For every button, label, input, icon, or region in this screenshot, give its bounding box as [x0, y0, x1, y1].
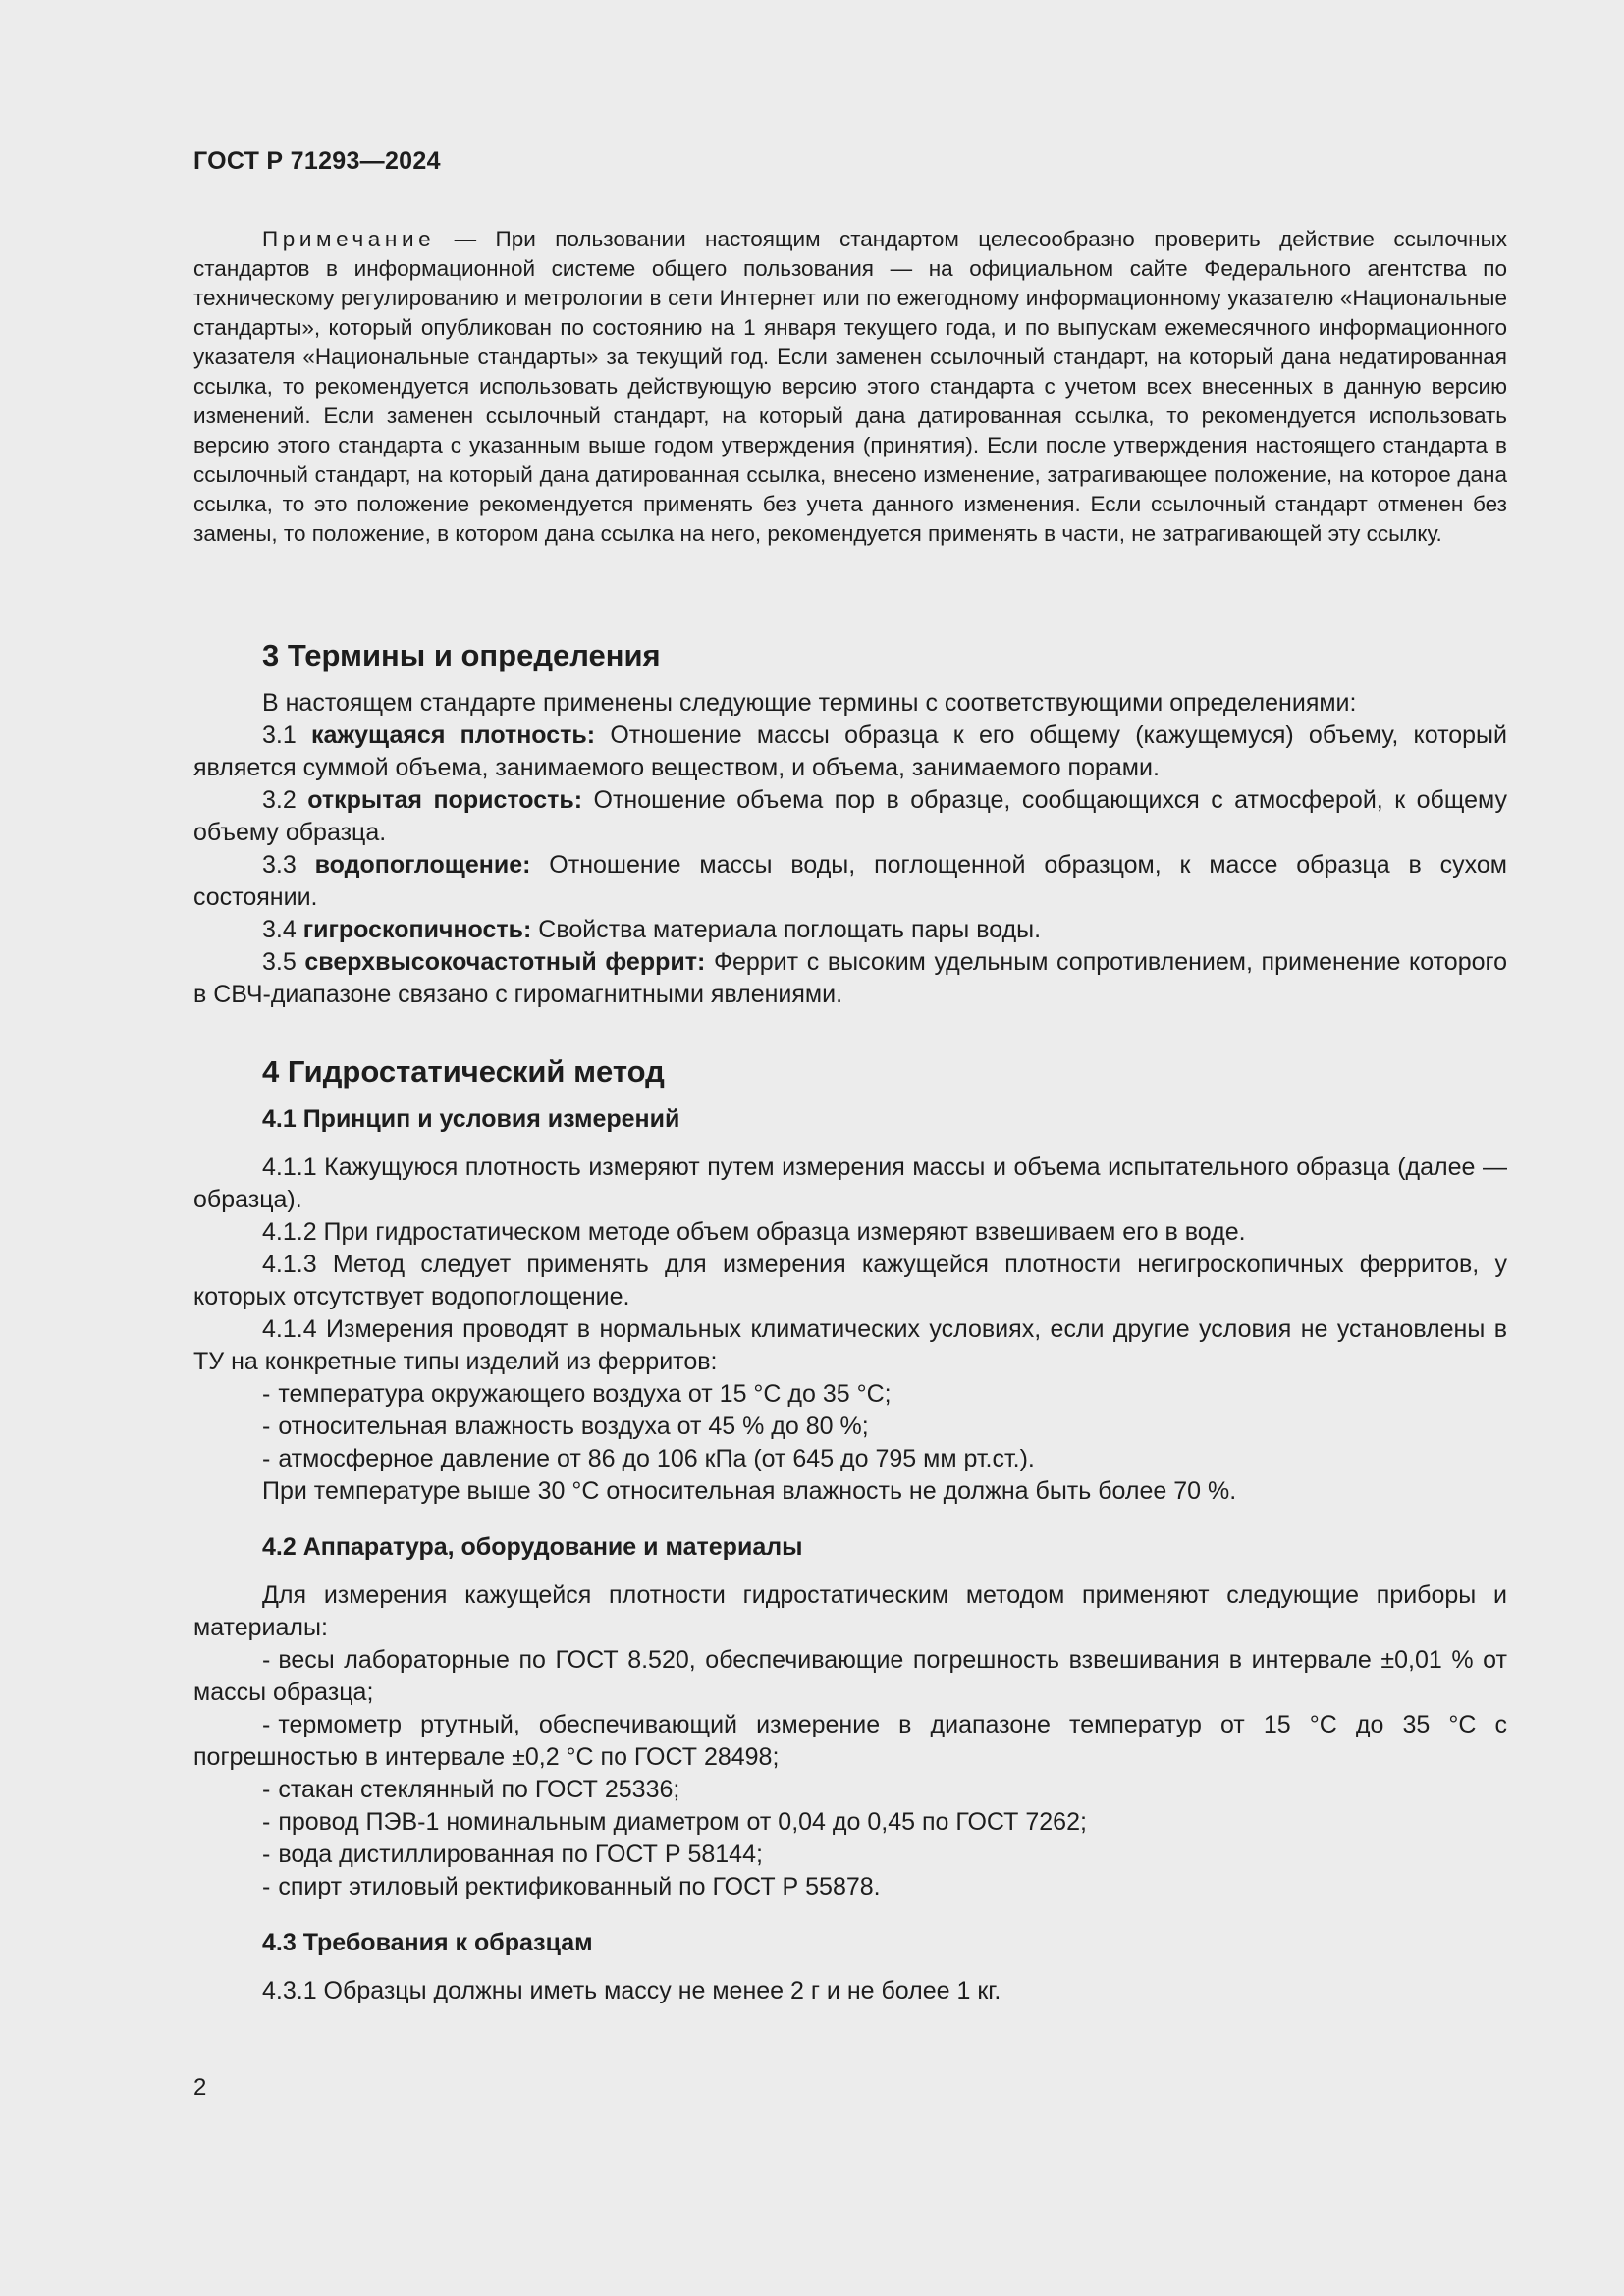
paragraph-4-1-4: 4.1.4 Измерения проводят в нормальных климатических условиях, если другие условия не установлены в ТУ на конкретные типы изделий из ферритов: [193, 1315, 1507, 1375]
list-item: - спирт этиловый ректификованный по ГОСТ Р 55878. [262, 1873, 881, 1900]
list-item: - температура окружающего воздуха от 15 °С до 35 °С; [262, 1380, 892, 1408]
term-item: 3.3 водопоглощение: Отношение массы воды, поглощенной образцом, к массе образца в сухом состоянии. [193, 851, 1507, 911]
page-number: 2 [193, 2074, 207, 2101]
term-item: 3.4 гигроскопичность: Свойства материала поглощать пары воды. [262, 916, 1042, 943]
document-code: ГОСТ Р 71293—2024 [193, 147, 441, 175]
paragraph-humidity: При температуре выше 30 °С относительная влажность не должна быть более 70 %. [262, 1477, 1237, 1505]
document-body [193, 636, 1507, 2007]
list-item: - атмосферное давление от 86 до 106 кПа (от 645 до 795 мм рт.ст.). [262, 1445, 1035, 1472]
note-text: — При пользовании настоящим стандартом целесообразно проверить действие ссылочных стандартов в информационной системе общего пользования — на официальном сайте Федерального агентства по техническому регулированию и метрологии в сети Интернет или по ежегодному информационному указателю «Национальные стандарты», который опубликован по состоянию на 1 января текущего года, и по выпускам ежемесячного информационного указателя «Национальные стандарты» за текущий год. Если заменен ссылочный стандарт, на который дана недатированная ссылка, то рекомендуется использовать действующую версию этого стандарта с учетом всех внесенных в данную версию изменений. Если заменен ссылочный стандарт, на который дана датированная ссылка, то рекомендуется использовать версию этого стандарта с указанным выше годом утверждения (принятия). Если после утверждения настоящего стандарта в ссылочный стандарт, на который дана датированная ссылка, внесено изменение, затрагивающее положение, на которое дана ссылка, то это положение рекомендуется применять без учета данного изменения. Если ссылочный стандарт отменен без замены, то положение, в котором дана ссылка на него, рекомендуется применять в части, не затрагивающей эту ссылку. [193, 227, 1507, 546]
list-item: - провод ПЭВ-1 номинальным диаметром от 0,04 до 0,45 по ГОСТ 7262; [262, 1808, 1087, 1836]
subsection-4-1-title: 4.1 Принцип и условия измерений [262, 1105, 680, 1133]
term-item: 3.5 сверхвысокочастотный феррит: Феррит с высоким удельным сопротивлением, применение которого в СВЧ-диапазоне связано с гиромагнитными явлениями. [193, 948, 1507, 1008]
paragraph-4-3-1: 4.3.1 Образцы должны иметь массу не менее 2 г и не более 1 кг. [262, 1977, 1001, 2004]
paragraph-4-1-3: 4.1.3 Метод следует применять для измерения кажущейся плотности негигроскопичных ферритов, у которых отсутствует водопоглощение. [193, 1251, 1507, 1310]
note-label: Примечание [262, 227, 436, 251]
paragraph-4-1-2: 4.1.2 При гидростатическом методе объем образца измеряют взвешиваем его в воде. [262, 1218, 1246, 1246]
list-item: - относительная влажность воздуха от 45 % до 80 %; [262, 1413, 869, 1440]
list-item: - термометр ртутный, обеспечивающий измерение в диапазоне температур от 15 °С до 35 °С с погрешностью в интервале ±0,2 °С по ГОСТ 28498; [193, 1711, 1507, 1771]
section-4-title: 4 Гидростатический метод [262, 1054, 665, 1089]
term-item: 3.1 кажущаяся плотность: Отношение массы образца к его общему (кажущемуся) объему, который является суммой объема, занимаемого веществом, и объема, занимаемого порами. [193, 721, 1507, 781]
list-item: - весы лабораторные по ГОСТ 8.520, обеспечивающие погрешность взвешивания в интервале ±0,01 % от массы образца; [193, 1646, 1507, 1706]
list-item: - стакан стеклянный по ГОСТ 25336; [262, 1776, 680, 1803]
section-3-intro: В настоящем стандарте применены следующие термины с соответствующими определениями: [262, 689, 1357, 717]
reference-note [193, 225, 1507, 549]
term-item: 3.2 открытая пористость: Отношение объема пор в образце, сообщающихся с атмосферой, к общему объему образца. [193, 786, 1507, 846]
paragraph-4-2-intro: Для измерения кажущейся плотности гидростатическим методом применяют следующие приборы и материалы: [193, 1581, 1507, 1641]
paragraph-4-1-1: 4.1.1 Кажущуюся плотность измеряют путем измерения массы и объема испытательного образца (далее — образца). [193, 1153, 1507, 1213]
subsection-4-3-title: 4.3 Требования к образцам [262, 1929, 593, 1956]
section-3-title: 3 Термины и определения [262, 638, 661, 672]
list-item: - вода дистиллированная по ГОСТ Р 58144; [262, 1841, 763, 1868]
subsection-4-2-title: 4.2 Аппаратура, оборудование и материалы [262, 1533, 803, 1561]
